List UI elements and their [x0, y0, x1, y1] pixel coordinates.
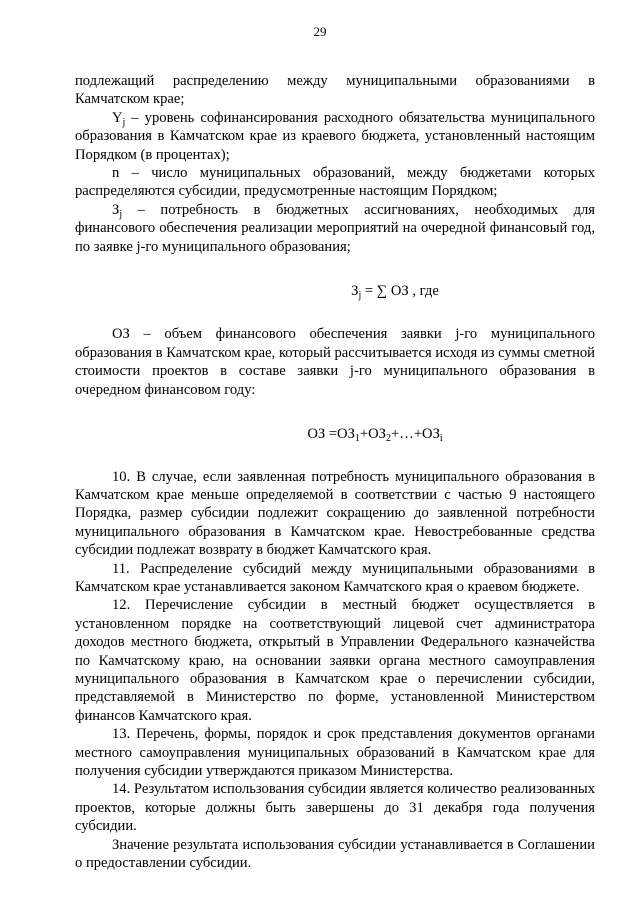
formula-oz-part-b: +ОЗ [359, 426, 386, 443]
formula-oz-sub-i: i [439, 433, 443, 445]
formula-zj [75, 282, 595, 300]
document-body [75, 72, 595, 872]
symbol-z-subscript: j [119, 208, 123, 220]
formula-oz-part-a: ОЗ =ОЗ [307, 426, 355, 443]
definition-z-text: – потребность в бюджетных ассигнованиях, необходимых для финансового обеспечения реализации мероприятий на очередной финансовый год, по заявке j-го муниципального образования; [75, 201, 595, 255]
formula-oz-sub-1: 1 [354, 433, 360, 445]
formula-zj-rhs: = ∑ ОЗ , где [361, 283, 439, 300]
clause-13: 13. Перечень, формы, порядок и срок представления документов органами местного самоуправления муниципальных образований в Камчатском крае для получения субсидии утверждаются приказом Министерства. [75, 726, 595, 779]
clause-14-value: Значение результата использования субсидии устанавливается в Соглашении о предоставлении субсидии. [75, 836, 595, 872]
definition-y-text: – уровень софинансирования расходного обязательства муниципального образования в Камчатском крае из краевого бюджета, установленный настоящим Порядком (в процентах); [75, 109, 595, 163]
formula-zj-lhs: З [351, 283, 359, 300]
formula-oz-part-c: +…+ОЗ [391, 426, 440, 443]
clause-10: 10. В случае, если заявленная потребность муниципального образования в Камчатском крае меньше определяемой в соответствии с частью 9 настоящего Порядка, размер субсидии подлежит сокращению до заявленной потребности муниципального образования в Камчатском крае. Невостребованные средства субсидии подлежат возврату в бюджет Камчатского края. [75, 468, 595, 559]
clause-11: 11. Распределение субсидий между муниципальными образованиями в Камчатском крае устанавливается законом Камчатского края о краевом бюджете. [75, 560, 595, 595]
formula-zj-lhs-subscript: j [358, 290, 362, 302]
page-number: 29 [313, 24, 327, 39]
clause-12: 12. Перечисление субсидии в местный бюджет осуществляется в установленном порядке на соответствующий лицевой счет администратора доходов местного бюджета, открытый в Управлении Федерального казначейства по Камчатскому краю, на основании заявки органа местного самоуправления муниципального образования в Камчатском крае о перечислении субсидии, представляемой в Министерство по форме, установленной Министерством финансов Камчатского края. [75, 597, 595, 724]
formula-oz [75, 425, 595, 443]
definition-oz: ОЗ – объем финансового обеспечения заявки j-го муниципального образования в Камчатском крае, который рассчитывается исходя из суммы сметной стоимости проектов в составе заявки j-го муниципального образования в очередном финансовом году: [75, 326, 595, 398]
definition-y [75, 109, 595, 164]
formula-oz-sub-2: 2 [386, 433, 391, 445]
symbol-y-subscript: j [122, 116, 126, 128]
symbol-y: Y [112, 109, 123, 126]
clause-14: 14. Результатом использования субсидии является количество реализованных проектов, которые должны быть завершены до 31 декабря года получения субсидии. [75, 781, 595, 835]
paragraph-continuation: подлежащий распределению между муниципальными образованиями в Камчатском крае; [75, 73, 595, 108]
symbol-z: З [112, 201, 120, 218]
definition-z [75, 201, 595, 256]
definition-n: n – число муниципальных образований, между бюджетами которых распределяются субсидии, предусмотренные настоящим Порядком; [75, 165, 595, 200]
